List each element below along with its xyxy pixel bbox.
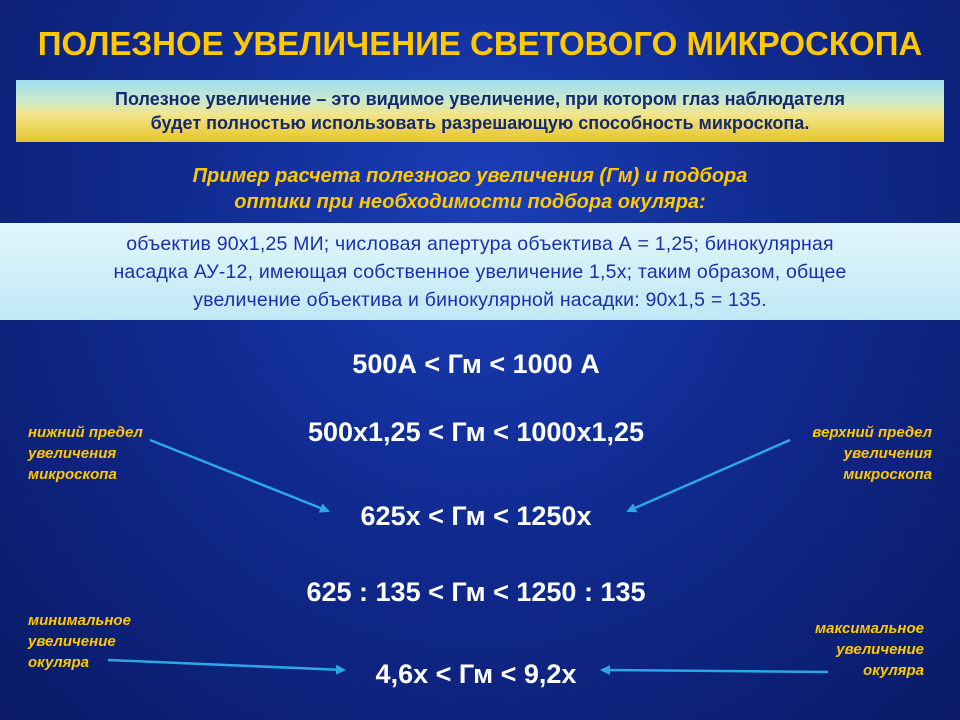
note-line: нижний предел <box>28 424 143 441</box>
formula-magnification-range: 625х < Гм < 1250х <box>360 501 592 531</box>
calculation-line: насадка АУ-12, имеющая собственное увеличение 1,5х; таким образом, общее <box>113 260 847 283</box>
note-line: увеличения <box>843 445 932 462</box>
note-line: увеличения <box>28 445 117 462</box>
arrow-upper-limit <box>628 440 790 511</box>
calculation-line: объектив 90х1,25 МИ; числовая апертура объектива А = 1,25; бинокулярная <box>126 232 834 255</box>
example-heading-line: Пример расчета полезного увеличения (Гм) и подбора <box>192 165 748 187</box>
note-line: верхний предел <box>812 424 932 441</box>
note-line: окуляра <box>28 654 89 671</box>
arrow-max-eyepiece <box>602 670 828 672</box>
example-heading-line: оптики при необходимости подбора окуляра: <box>234 191 706 213</box>
definition-line: Полезное увеличение – это видимое увеличение, при котором глаз наблюдателя <box>115 89 845 109</box>
calculation-line: увеличение объектива и бинокулярной насадки: 90х1,5 = 135. <box>193 288 767 311</box>
note-line: минимальное <box>28 612 131 629</box>
note-line: микроскопа <box>28 466 117 483</box>
formula-eyepiece-range: 4,6х < Гм < 9,2х <box>375 659 577 689</box>
note-line: микроскопа <box>843 466 932 483</box>
note-line: максимальное <box>815 620 924 637</box>
formula-division: 625 : 135 < Гм < 1250 : 135 <box>306 577 646 607</box>
slide-title: ПОЛЕЗНОЕ УВЕЛИЧЕНИЕ СВЕТОВОГО МИКРОСКОПА <box>37 25 923 62</box>
note-line: увеличение <box>836 641 924 658</box>
arrow-lower-limit <box>150 440 328 511</box>
formula-substituted: 500х1,25 < Гм < 1000х1,25 <box>307 417 645 447</box>
formula-general: 500А < Гм < 1000 А <box>352 349 600 379</box>
note-line: окуляра <box>863 662 924 679</box>
note-line: увеличение <box>28 633 116 650</box>
definition-line: будет полностью использовать разрешающую способность микроскопа. <box>150 113 810 133</box>
arrow-min-eyepiece <box>108 660 344 670</box>
